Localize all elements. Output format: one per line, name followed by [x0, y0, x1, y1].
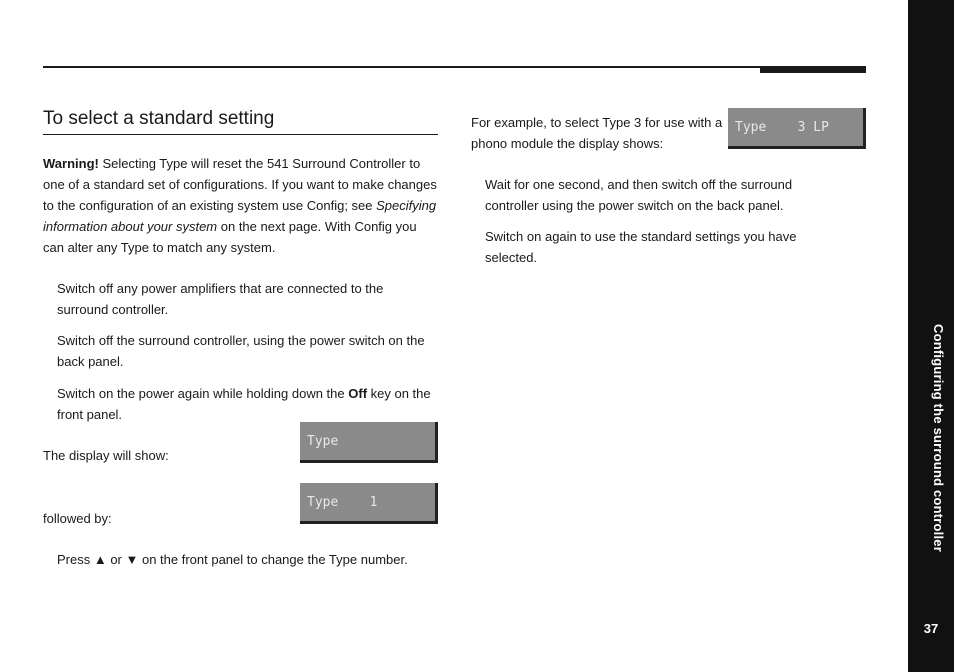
display-caption: The display will show: — [43, 448, 169, 463]
chapter-title: Configuring the surround controller — [931, 324, 946, 552]
step-2: Switch off the surround controller, using the power switch on the back panel. — [57, 333, 425, 369]
off-key-label: Off — [348, 386, 368, 401]
step-3-text-end: key on the front panel. — [57, 386, 431, 422]
warning-paragraph — [43, 153, 438, 258]
warning-text: Selecting Type will reset the 541 Surround Controller to one of a standard set of configurations. If you want to make changes to the configuration of an existing system use Config; see — [43, 156, 437, 213]
header-rule-accent — [760, 67, 866, 73]
step-5: Wait for one second, and then switch off the surround controller using the power switch on the back panel. — [485, 177, 793, 213]
warning-text-end: on the next page. With Config you can alter any Type to match any system. — [43, 219, 417, 255]
step-4: Press ▲ or ▼ on the front panel to change the Type number. — [57, 552, 408, 567]
title-underline — [43, 134, 438, 135]
page-number: 37 — [923, 621, 939, 636]
example-paragraph: For example, to select Type 3 for use with a phono module the display shows: — [471, 115, 723, 151]
step-1: Switch off any power amplifiers that are connected to the surround controller. — [57, 281, 384, 317]
header-rule — [43, 66, 866, 68]
followed-by-caption: followed by: — [43, 511, 112, 526]
section-title: To select a standard setting — [43, 108, 275, 129]
step-3-text: Switch on the power again while holding down the — [57, 386, 349, 401]
cross-reference: Specifying information about your system — [43, 198, 437, 234]
step-3 — [57, 383, 437, 425]
step-6: Switch on again to use the standard settings you have selected. — [485, 229, 797, 265]
warning-label: Warning! — [43, 156, 99, 171]
lcd-display-type-3-lp: Type 3 LP — [728, 108, 866, 149]
lcd-display-type: Type — [300, 422, 438, 463]
lcd-display-type-1: Type 1 — [300, 483, 438, 524]
